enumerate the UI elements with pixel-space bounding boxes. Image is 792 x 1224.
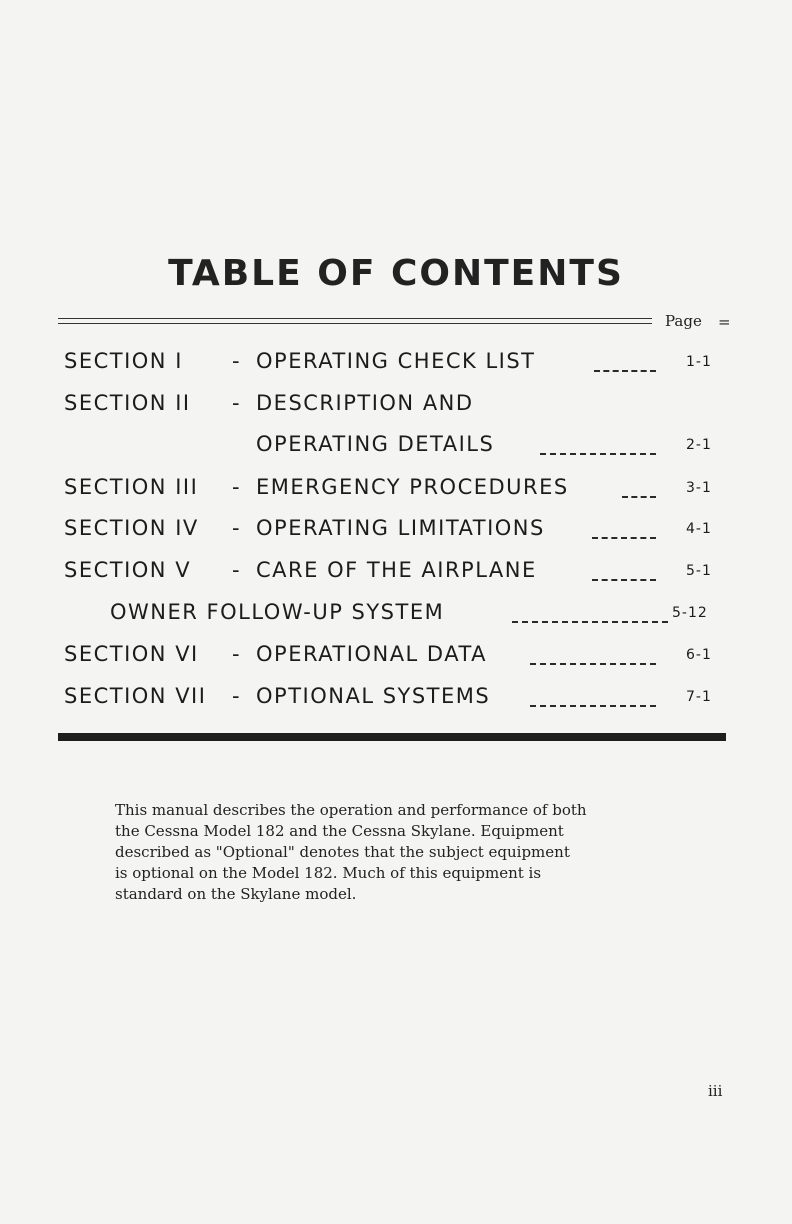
- page-number: 3-1: [686, 480, 712, 496]
- section-heading: CARE OF THE AIRPLANE: [256, 558, 537, 582]
- section-dash: -: [232, 558, 242, 582]
- page-number: 5-12: [672, 605, 708, 621]
- page-column-mark: =: [718, 313, 731, 331]
- section-dash: -: [232, 642, 242, 666]
- dot-leader: [592, 579, 656, 581]
- note-line: is optional on the Model 182. Much of this equipment is: [115, 864, 542, 882]
- section-heading: OPERATIONAL DATA: [256, 642, 488, 666]
- page-number: 6-1: [686, 647, 712, 663]
- section-heading: OPERATING LIMITATIONS: [256, 516, 545, 540]
- toc-entry-section-1[interactable]: [0, 349, 792, 379]
- page-number: 4-1: [686, 521, 712, 537]
- section-heading: OWNER FOLLOW-UP SYSTEM: [110, 600, 445, 624]
- section-dash: -: [232, 684, 242, 708]
- dot-leader: [622, 496, 656, 498]
- note-line: This manual describes the operation and performance of both: [115, 801, 587, 819]
- page-folio: iii: [708, 1082, 723, 1100]
- dot-leader: [592, 537, 656, 539]
- page-number: 7-1: [686, 689, 712, 705]
- section-label: SECTION V: [64, 558, 192, 582]
- page-number: 1-1: [686, 354, 712, 370]
- section-heading: OPERATING DETAILS: [256, 432, 495, 456]
- section-label: SECTION VII: [64, 684, 207, 708]
- toc-entry-section-4[interactable]: [0, 516, 792, 546]
- toc-entry-section-6[interactable]: [0, 642, 792, 672]
- manual-note: [115, 800, 695, 905]
- toc-entry-owner-follow-up[interactable]: [0, 600, 792, 630]
- dot-leader: [594, 370, 656, 372]
- footer-heavy-rule: [58, 733, 726, 741]
- toc-entry-section-7[interactable]: [0, 684, 792, 714]
- dot-leader: [512, 621, 668, 623]
- page-number: 5-1: [686, 563, 712, 579]
- section-label: SECTION II: [64, 391, 191, 415]
- note-line: standard on the Skylane model.: [115, 885, 357, 903]
- section-heading: OPERATING CHECK LIST: [256, 349, 536, 373]
- section-dash: -: [232, 391, 242, 415]
- section-label: SECTION VI: [64, 642, 199, 666]
- toc-entry-section-2-continued[interactable]: [0, 432, 792, 462]
- header-double-rule: [58, 318, 652, 324]
- section-label: SECTION I: [64, 349, 183, 373]
- page-number: 2-1: [686, 437, 712, 453]
- section-dash: -: [232, 349, 242, 373]
- section-dash: -: [232, 516, 242, 540]
- section-heading: DESCRIPTION AND: [256, 391, 474, 415]
- section-dash: -: [232, 475, 242, 499]
- toc-entry-section-3[interactable]: [0, 475, 792, 505]
- note-line: the Cessna Model 182 and the Cessna Skylane. Equipment: [115, 822, 564, 840]
- page-title: TABLE OF CONTENTS: [168, 253, 624, 294]
- section-heading: EMERGENCY PROCEDURES: [256, 475, 569, 499]
- section-heading: OPTIONAL SYSTEMS: [256, 684, 491, 708]
- dot-leader: [530, 663, 656, 665]
- dot-leader: [530, 705, 656, 707]
- page-column-label: Page: [665, 312, 702, 330]
- section-label: SECTION IV: [64, 516, 199, 540]
- section-label: SECTION III: [64, 475, 199, 499]
- toc-entry-section-5[interactable]: [0, 558, 792, 588]
- dot-leader: [540, 453, 656, 455]
- toc-entry-section-2[interactable]: [0, 391, 792, 421]
- note-line: described as "Optional" denotes that the subject equipment: [115, 843, 570, 861]
